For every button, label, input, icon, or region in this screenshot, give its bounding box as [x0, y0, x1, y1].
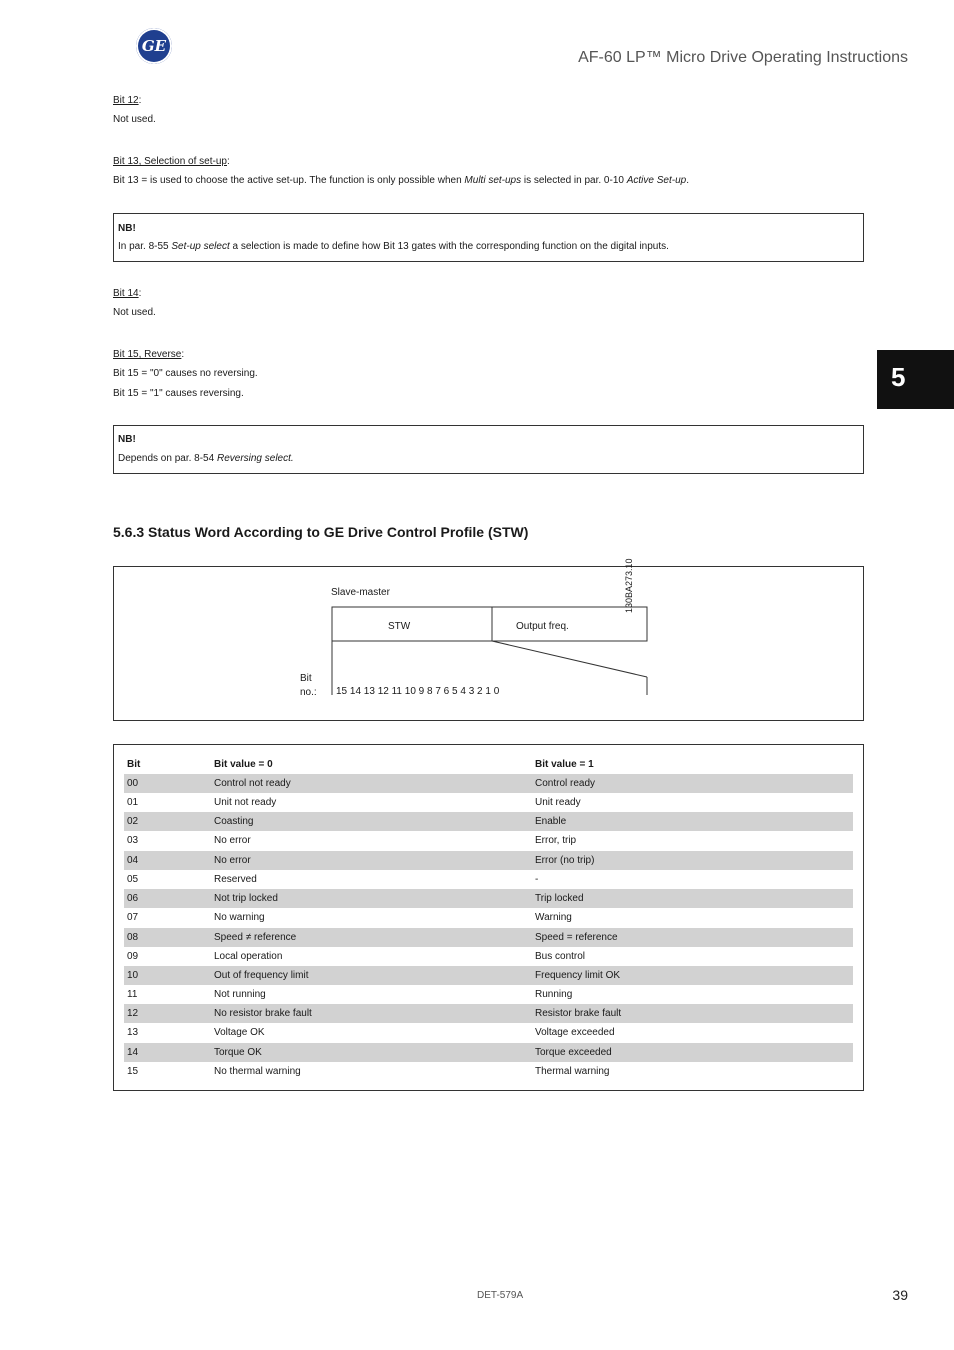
output-freq-label: Output freq. — [516, 621, 569, 632]
bit14-heading: Bit 14 — [113, 288, 139, 299]
bit15-heading-line: Bit 15, Reverse: — [113, 349, 185, 360]
slave-master-label: Slave-master — [331, 587, 390, 598]
bit13-heading-line: Bit 13, Selection of set-up: — [113, 156, 230, 167]
table-header-row — [124, 755, 853, 774]
note-text: In par. 8-55 Set-up select a selection is made to define how Bit 13 gates with the corresponding function on the digital inputs. — [118, 241, 669, 252]
bit15-line-2: Bit 15 = "1" causes reversing. — [113, 388, 244, 399]
bit13-text: Bit 13 = is used to choose the active set-up. The function is only possible when Multi set-ups is selected in par. 0-10 Active Set-up. — [113, 175, 689, 186]
table-row: 13 Voltage OK Voltage exceeded — [127, 1027, 615, 1038]
bit14-text: Not used. — [113, 307, 156, 318]
header-bit-value-0: Bit value = 0 — [214, 759, 273, 770]
ge-logo: GE — [136, 28, 172, 64]
note-box-reversing — [113, 425, 864, 474]
table-row: 03 No error Error, trip — [127, 835, 577, 846]
chapter-tab — [877, 350, 954, 409]
table-row: 10 Out of frequency limit Frequency limit OK — [124, 966, 853, 985]
stw-diagram-lines — [114, 567, 863, 720]
note-title: NB! — [118, 223, 136, 234]
bit14-heading-line: Bit 14: — [113, 288, 142, 299]
table-row: 06 Not trip locked Trip locked — [124, 889, 853, 908]
bit15-line-1: Bit 15 = "0" causes no reversing. — [113, 368, 258, 379]
status-word-table — [113, 744, 864, 1091]
document-code: DET-579A — [477, 1290, 524, 1301]
header-bit-value-1: Bit value = 1 — [535, 759, 594, 770]
table-row: 09 Local operation Bus control — [127, 951, 586, 962]
document-title: AF-60 LP™ Micro Drive Operating Instructions — [578, 49, 908, 66]
header-bit: Bit — [127, 759, 141, 770]
table-row: 12 No resistor brake fault Resistor brake fault — [124, 1004, 853, 1023]
bit-numbers: 15 14 13 12 11 10 9 8 7 6 5 4 3 2 1 0 — [336, 686, 500, 697]
bit-no-label: no.: — [300, 687, 317, 698]
stw-label: STW — [388, 621, 411, 632]
bit12-heading: Bit 12 — [113, 95, 139, 106]
table-row: 01 Unit not ready Unit ready — [127, 797, 581, 808]
table-row: 07 No warning Warning — [127, 912, 572, 923]
section-heading: 5.6.3 Status Word According to GE Drive Control Profile (STW) — [113, 524, 529, 540]
bit15-heading: Bit 15, Reverse — [113, 349, 182, 360]
table-row: 05 Reserved - — [127, 874, 539, 885]
table-row: 02 Coasting Enable — [124, 812, 853, 831]
page-number: 39 — [892, 1287, 908, 1303]
table-row: 14 Torque OK Torque exceeded — [124, 1043, 853, 1062]
figure-code: 130BA273.10 — [624, 558, 634, 613]
bit13-heading: Bit 13, Selection of set-up — [113, 156, 227, 167]
table-row: 08 Speed ≠ reference Speed = reference — [124, 928, 853, 947]
stw-diagram — [113, 558, 864, 721]
table-row: 00 Control not ready Control ready — [124, 774, 853, 793]
table-row: 15 No thermal warning Thermal warning — [127, 1066, 610, 1077]
note-box-setup-select — [113, 213, 864, 262]
note-text: Depends on par. 8-54 Reversing select. — [118, 453, 294, 464]
bit-label: Bit — [300, 673, 312, 684]
chapter-number: 5 — [891, 362, 906, 392]
table-row: 11 Not running Running — [127, 989, 573, 1000]
bit12-text: Not used. — [113, 114, 156, 125]
table-row: 04 No error Error (no trip) — [124, 851, 853, 870]
bit12-heading-line: Bit 12: — [113, 95, 142, 106]
note-title: NB! — [118, 434, 136, 445]
